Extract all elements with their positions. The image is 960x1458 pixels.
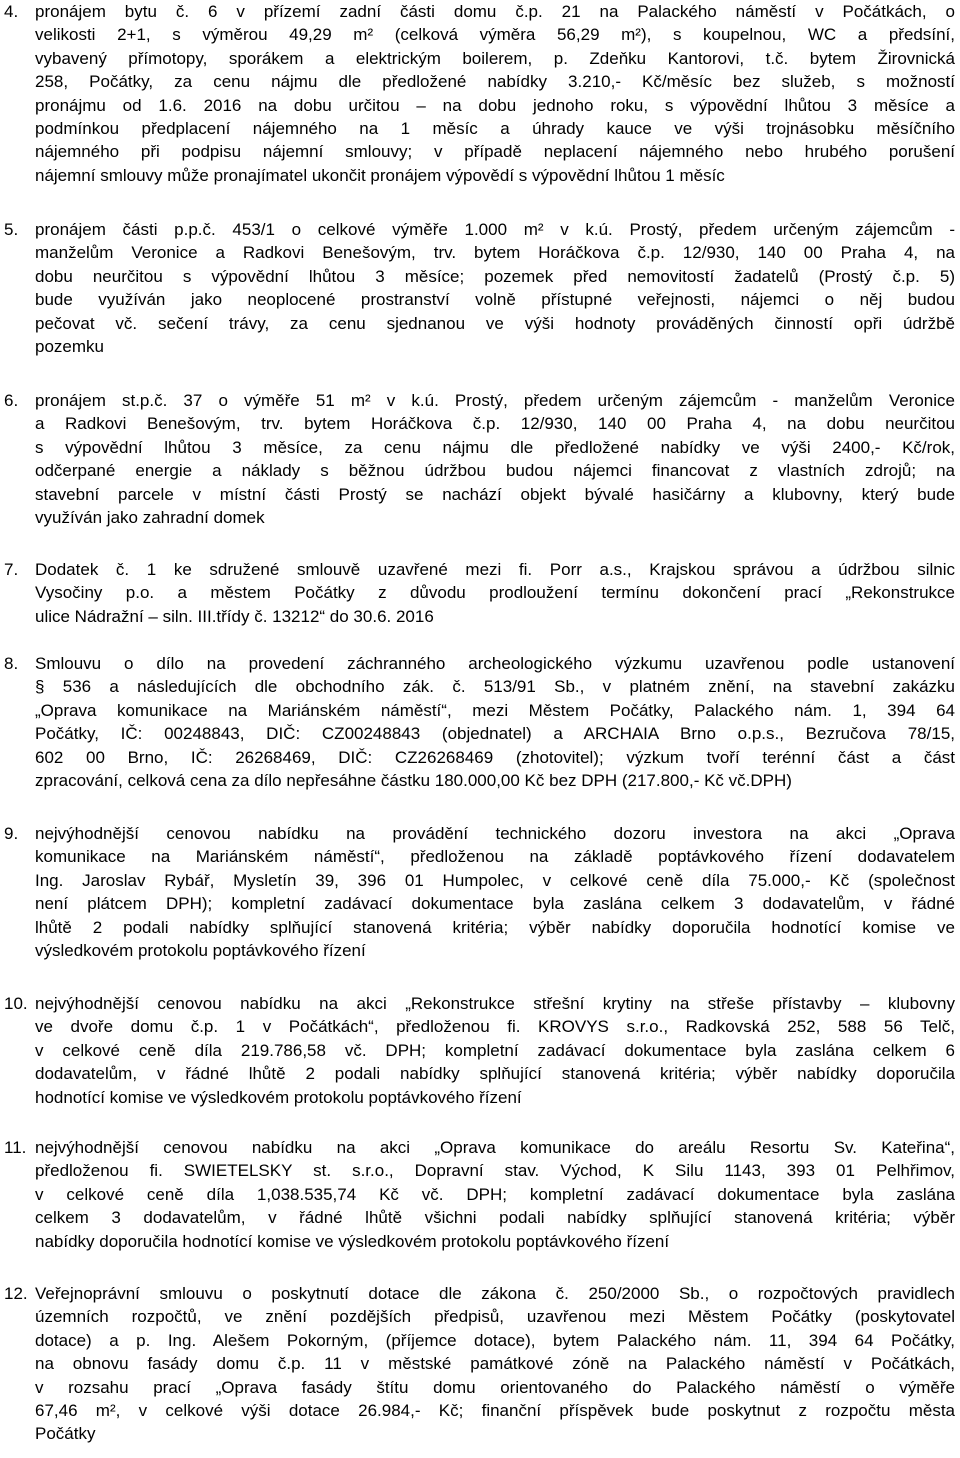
item-text [35,1282,955,1446]
text-line: a Radkovi Benešovým, trv. bytem Horáčkova č.p. 12/930, 140 00 Praha 4, na dobu neurčitou [35,414,955,434]
text-line: stavební parcele v místní části Prostý se nachází objekt bývalé hasičárny a klubovny, který bude [35,484,955,504]
item-number: 5. [4,220,19,239]
text-line: 602 00 Brno, IČ: 26268469, DIČ: CZ26268469 (zhotovitel); výzkum tvoří terénní část a část [35,747,955,767]
text-line: nejvýhodnější cenovou nabídku na akci „Oprava komunikace do areálu Resortu Sv. Kateřina“, [35,1138,955,1157]
item-number: 6. [4,391,19,410]
item-text [35,822,955,962]
text-line: bude využíván jako neoplocené prostranství volně přístupné veřejnosti, nájemci o něj budou [35,290,955,310]
text-line: pronájem části p.p.č. 453/1 o celkové výměře 1.000 m² v k.ú. Prostý, předem určeným zájemcům - [35,220,955,239]
text-line: výsledkovém protokolu poptávkového řízení [35,940,366,960]
text-line: nájemní smlouvy může pronajímatel ukončit pronájem výpovědí s výpovědní lhůtou 1 měsíc [35,165,725,185]
text-line: pozemku [35,336,104,356]
text-line: s výpovědní lhůtou 3 měsíce, za cenu nájmu dle předložené nabídky ve výši 2400,- Kč/rok, [35,437,955,457]
text-line: v celkové ceně díla 219.786,58 vč. DPH; kompletní zadávací dokumentace byla zaslána celkem 6 [35,1040,955,1060]
text-line: dobu neurčitou s výpovědní lhůtou 3 měsíce; pozemek před nemovitostí žadatelů (Prostý č.p. 5) [35,266,955,286]
text-line: velikosti 2+1, s výměrou 49,29 m² (celková výměra 56,29 m²), s koupelnou, WC a předsíní, [35,25,955,45]
item-number: 8. [4,654,19,673]
text-line: nejvýhodnější cenovou nabídku na akci „Rekonstrukce střešní krytiny na střeše přístavby – klubovny [35,994,955,1013]
text-line: zpracování, celková cena za dílo nepřesáhne částku 180.000,00 Kč bez DPH (217.800,- Kč vč.DPH) [35,770,792,790]
text-line: 258, Počátky, za cenu nájmu dle předložené nabídky 3.210,- Kč/měsíc bez služeb, s možností [35,72,955,92]
text-line: odčerpané energie a náklady s běžnou údržbou budou nájemci financovat z vlastních zdrojů; na [35,461,955,481]
text-line: Ing. Jaroslav Rybář, Mysletín 39, 396 01 Humpolec, v celkové ceně díla 75.000,- Kč (společnost [35,870,955,890]
item-text [35,652,955,792]
item-number: 12. [4,1284,28,1303]
text-line: 67,46 m², v celkové výši dotace 26.984,- Kč; finanční příspěvek bude poskytnut z rozpočtu města [35,1400,955,1420]
text-line: pečovat vč. sečení trávy, za cenu sjednanou ve výši hodnoty prováděných činností opři údržbě [35,313,955,333]
text-line: dodavatelům, v řádné lhůtě 2 podali nabídky splňující stanovená kritéria; výběr nabídky doporučila [35,1064,955,1084]
item-text [35,218,955,358]
text-line: vybavený přímotopy, sporákem a elektrickým boilerem, p. Zdeňku Kantorovi, t.č. bytem Žirovnická [35,48,955,68]
text-line: ulice Nádražní – siln. III.třídy č. 13212“ do 30.6. 2016 [35,606,434,626]
text-line: hodnotící komise ve výsledkovém protokolu poptávkového řízení [35,1087,522,1107]
text-line: podmínkou předplacení nájemného na 1 měsíc a úhrady kauce ve výši trojnásobku měsíčního [35,118,955,138]
text-line: v celkové ceně díla 1,038.535,74 Kč vč. DPH; kompletní zadávací dokumentace byla zaslána [35,1184,955,1204]
text-line: Smlouvu o dílo na provedení záchranného archeologického výzkumu uzavřenou podle ustanovení [35,654,955,673]
item-number: 7. [4,560,19,579]
item-number: 9. [4,824,19,843]
text-line: manželům Veronice a Radkovi Benešovým, trv. bytem Horáčkova č.p. 12/930, 140 00 Praha 4, na [35,243,955,263]
item-text [35,389,955,529]
text-line: Vysočiny p.o. a městem Počátky z důvodu prodloužení termínu dokončení prací „Rekonstrukce [35,583,955,603]
text-line: Počátky, IČ: 00248843, DIČ: CZ00248843 (objednatel) a ARCHAIA Brno o.p.s., Bezručova 78/15, [35,724,955,744]
text-line: komunikace na Mariánském náměstí“, předloženou na základě poptávkového řízení dodavatelem [35,847,955,867]
text-line: Veřejnoprávní smlouvu o poskytnutí dotace dle zákona č. 250/2000 Sb., o rozpočtových pravidlech [35,1284,955,1303]
text-line: dotace) a p. Ing. Alešem Pokorným, (příjemce dotace), bytem Palackého nám. 11, 394 64 Počátky, [35,1330,955,1350]
item-text [35,0,955,187]
text-line: nájemného při podpisu nájemní smlouvy; v případě neplacení nájemného nebo hrubého porušení [35,142,955,162]
item-number: 11. [4,1138,27,1157]
text-line: „Oprava komunikace na Mariánském náměstí“, mezi Městem Počátky, Palackého nám. 1, 394 64 [35,700,955,720]
text-line: lhůtě 2 podali nabídky splňující stanovená kritéria; výběr nabídky doporučila hodnotící komise ve [35,917,955,937]
text-line: ve dvoře domu č.p. 1 v Počátkách“, předloženou fi. KROVYS s.r.o., Radkovská 252, 588 56 Telč, [35,1017,955,1037]
item-number: 10. [4,994,28,1013]
text-line: není plátcem DPH); kompletní zadávací dokumentace byla zaslána celkem 3 dodavatelům, v řádné [35,894,955,914]
text-line: Dodatek č. 1 ke sdružené smlouvě uzavřené mezi fi. Porr a.s., Krajskou správou a údržbou silnic [35,560,955,579]
item-text [35,992,955,1109]
text-line: § 536 a následujících dle obchodního zák. č. 513/91 Sb., v platném znění, na stavební zakázku [35,677,955,697]
item-text [35,558,955,628]
text-line: nejvýhodnější cenovou nabídku na provádění technického dozoru investora na akci „Oprava [35,824,955,843]
text-line: pronájem bytu č. 6 v přízemí zadní části domu č.p. 21 na Palackého náměstí v Počátkách, o [35,2,955,21]
text-line: pronájmu od 1.6. 2016 na dobu určitou – na dobu jednoho roku, s výpovědní lhůtou 3 měsíce a [35,95,955,115]
item-text [35,1136,955,1253]
text-line: nabídky doporučila hodnotící komise ve výsledkovém protokolu poptávkového řízení [35,1231,670,1251]
text-line: v rozsahu prací „Oprava fasády štítu domu orientovaného do Palackého náměstí o výměře [35,1377,955,1397]
text-line: předloženou fi. SWIETELSKY st. s.r.o., Dopravní stav. Východ, K Silu 1143, 393 01 Pelhřimov, [35,1161,955,1181]
text-line: na obnovu fasády domu č.p. 11 v městské památkové zóně na Palackého náměstí v Počátkách, [35,1354,955,1374]
text-line: celkem 3 dodavatelům, v řádné lhůtě všichni podali nabídky splňující stanovená kritéria; výběr [35,1208,955,1228]
text-line: Počátky [35,1424,96,1444]
text-line: pronájem st.p.č. 37 o výměře 51 m² v k.ú. Prostý, předem určeným zájemcům - manželům Veronice [35,391,955,410]
item-number: 4. [4,2,19,21]
text-line: územních rozpočtů, ve znění pozdějších předpisů, uzavřenou mezi Městem Počátky (poskytovatel [35,1307,955,1327]
text-line: využíván jako zahradní domek [35,507,265,527]
